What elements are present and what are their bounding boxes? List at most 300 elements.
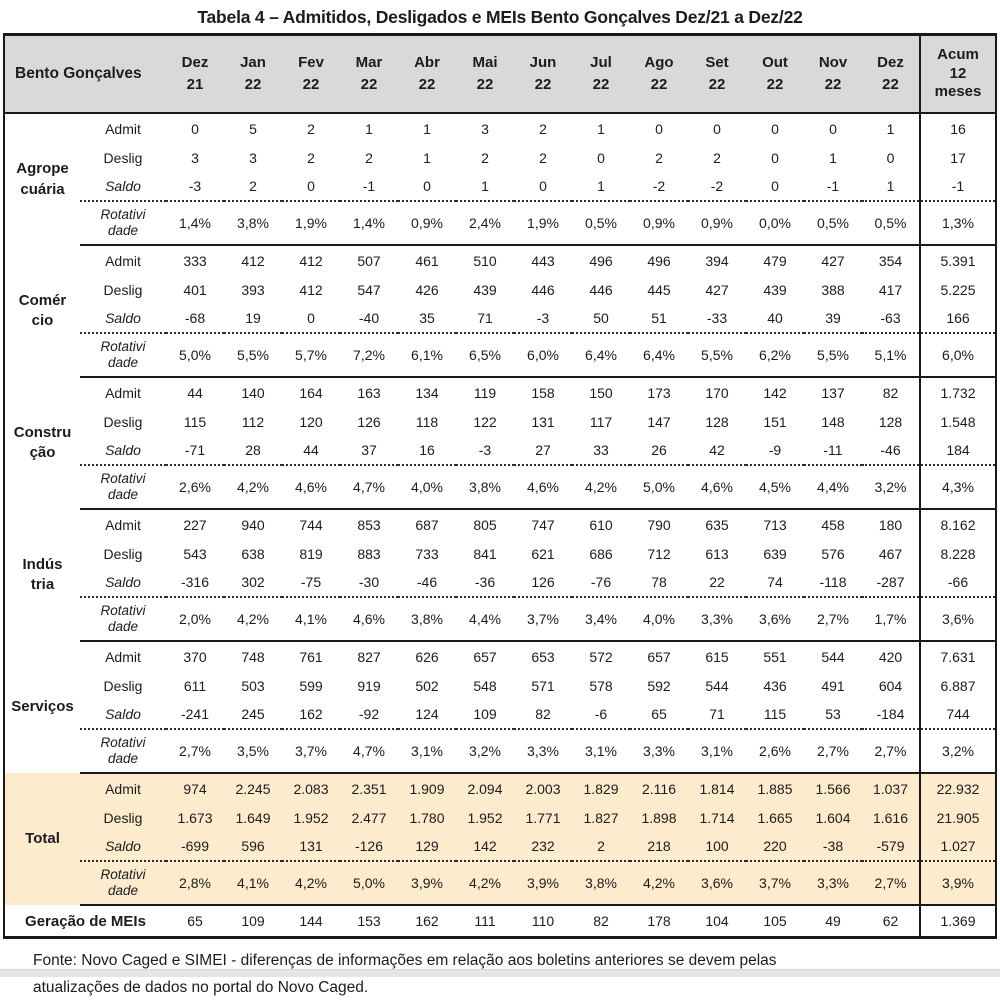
data-cell: 3,3% <box>514 729 572 773</box>
data-cell: -2 <box>688 172 746 201</box>
data-cell: 124 <box>398 700 456 729</box>
month-header: Ago 22 <box>630 35 688 114</box>
data-cell: 118 <box>415 413 439 430</box>
data-cell: 578 <box>589 677 613 694</box>
data-cell: 0 <box>771 149 779 166</box>
row-label: Admit <box>105 516 141 533</box>
data-cell: 4,4% <box>804 465 862 509</box>
data-cell: 615 <box>705 648 729 665</box>
data-cell: 163 <box>357 384 381 401</box>
data-cell: 1 <box>456 172 514 201</box>
data-cell: 853 <box>357 516 381 533</box>
data-cell: 3 <box>191 149 199 166</box>
data-cell: 6,0% <box>514 333 572 377</box>
sector-label: Comér cio <box>18 291 67 329</box>
data-cell: 883 <box>357 545 381 562</box>
data-cell: 393 <box>241 281 265 298</box>
data-cell: 128 <box>878 413 903 430</box>
data-cell: -9 <box>746 436 804 465</box>
data-cell: 4,6% <box>340 597 398 641</box>
data-cell: 0 <box>713 120 721 137</box>
data-cell: 2.245 <box>224 773 282 803</box>
acum-cell: 3,6% <box>920 597 996 641</box>
data-cell: 2 <box>307 149 315 166</box>
data-cell: 245 <box>224 700 282 729</box>
data-cell: 613 <box>705 545 729 562</box>
data-cell: 5,1% <box>862 333 920 377</box>
data-cell: 2 <box>481 149 489 166</box>
data-cell: 626 <box>415 648 439 665</box>
data-cell: 162 <box>415 913 439 929</box>
data-cell: -287 <box>862 568 920 597</box>
data-cell: 974 <box>166 773 224 803</box>
table-row <box>4 113 996 143</box>
data-cell: 35 <box>398 304 456 333</box>
data-cell: 53 <box>804 700 862 729</box>
acum-cell: 8.228 <box>920 539 996 568</box>
data-cell: 1.780 <box>398 803 456 832</box>
data-cell: -71 <box>166 436 224 465</box>
data-cell: 412 <box>241 252 265 269</box>
row-label: Admit <box>105 252 141 269</box>
data-cell: -75 <box>282 568 340 597</box>
data-cell: 439 <box>473 281 497 298</box>
data-cell: 22 <box>688 568 746 597</box>
data-cell: 50 <box>572 304 630 333</box>
data-cell: 4,6% <box>282 465 340 509</box>
data-cell: 131 <box>531 413 555 430</box>
data-cell: 510 <box>473 252 497 269</box>
data-cell: 496 <box>589 252 613 269</box>
data-cell: 4,2% <box>224 597 282 641</box>
data-cell: 153 <box>357 913 381 929</box>
data-cell: 232 <box>514 832 572 861</box>
data-cell: 44 <box>282 436 340 465</box>
acum-cell: 22.932 <box>920 773 996 803</box>
data-cell: 1.829 <box>572 773 630 803</box>
table-row <box>4 641 996 671</box>
table-row <box>4 172 996 201</box>
data-cell: 4,7% <box>340 465 398 509</box>
row-label: Admit <box>105 384 141 401</box>
data-cell: -38 <box>804 832 862 861</box>
data-cell: 142 <box>763 384 787 401</box>
data-cell: -46 <box>862 436 920 465</box>
data-cell: 1 <box>829 149 837 166</box>
data-cell: 5,5% <box>224 333 282 377</box>
table-row <box>4 700 996 729</box>
data-cell: 446 <box>589 281 613 298</box>
data-cell: 180 <box>878 516 903 533</box>
data-cell: 150 <box>589 384 613 401</box>
data-cell: 1.604 <box>804 803 862 832</box>
acum-cell: 1,3% <box>920 201 996 245</box>
data-cell: 6,2% <box>746 333 804 377</box>
month-header: Dez 22 <box>862 35 920 114</box>
data-cell: 576 <box>821 545 845 562</box>
data-cell: 19 <box>224 304 282 333</box>
data-cell: 148 <box>821 413 845 430</box>
data-cell: 2,6% <box>166 465 224 509</box>
month-header: Dez 21 <box>166 35 224 114</box>
meis-row <box>4 905 996 938</box>
data-cell: -63 <box>862 304 920 333</box>
data-cell: 49 <box>825 913 841 929</box>
row-label: Admit <box>105 648 141 665</box>
data-cell: 3,4% <box>572 597 630 641</box>
row-label: Rotativi dade <box>80 465 166 509</box>
data-cell: 592 <box>647 677 671 694</box>
data-cell: 178 <box>647 913 671 929</box>
data-cell: 1 <box>597 120 605 137</box>
data-cell: -1 <box>340 172 398 201</box>
month-header: Jun 22 <box>514 35 572 114</box>
data-cell: 653 <box>531 648 555 665</box>
data-cell: 5,5% <box>688 333 746 377</box>
data-cell: 3,2% <box>456 729 514 773</box>
data-cell: 0 <box>398 172 456 201</box>
page-edge-strip <box>0 969 1000 977</box>
data-cell: 4,2% <box>456 861 514 905</box>
data-cell: -3 <box>166 172 224 201</box>
data-cell: 0,9% <box>630 201 688 245</box>
data-cell: 4,5% <box>746 465 804 509</box>
data-cell: 638 <box>241 545 265 562</box>
data-cell: 841 <box>473 545 497 562</box>
data-cell: 112 <box>241 413 265 430</box>
data-cell: 126 <box>357 413 381 430</box>
data-cell: 6,5% <box>456 333 514 377</box>
data-cell: 109 <box>241 913 265 929</box>
data-cell: 71 <box>688 700 746 729</box>
data-cell: 1.814 <box>688 773 746 803</box>
data-cell: 827 <box>357 648 381 665</box>
data-cell: 78 <box>630 568 688 597</box>
data-cell: 4,0% <box>398 465 456 509</box>
data-cell: 104 <box>705 913 729 929</box>
row-label: Rotativi dade <box>80 201 166 245</box>
data-cell: 40 <box>746 304 804 333</box>
data-cell: 126 <box>514 568 572 597</box>
data-cell: 548 <box>473 677 497 694</box>
acum-cell: 17 <box>920 143 996 172</box>
data-cell: 0,0% <box>746 201 804 245</box>
acum-cell: 6,0% <box>920 333 996 377</box>
data-cell: 82 <box>514 700 572 729</box>
data-cell: 65 <box>630 700 688 729</box>
acum-cell: 3,9% <box>920 861 996 905</box>
table-row <box>4 143 996 172</box>
data-cell: -76 <box>572 568 630 597</box>
data-cell: 420 <box>878 648 903 665</box>
data-cell: 551 <box>763 648 787 665</box>
data-cell: 0 <box>191 120 199 137</box>
row-label: Deslig <box>103 149 143 166</box>
admissions-table <box>3 33 997 939</box>
acum-cell: 1.548 <box>920 407 996 436</box>
data-cell: 26 <box>630 436 688 465</box>
data-cell: 3,7% <box>746 861 804 905</box>
data-cell: -11 <box>804 436 862 465</box>
data-cell: 0 <box>655 120 663 137</box>
data-cell: 2 <box>713 149 721 166</box>
data-cell: 370 <box>183 648 207 665</box>
sector-label: Indús tria <box>22 555 63 593</box>
data-cell: 502 <box>415 677 439 694</box>
data-cell: 333 <box>183 252 207 269</box>
data-cell: 3,2% <box>862 465 920 509</box>
month-header: Fev 22 <box>282 35 340 114</box>
row-label: Saldo <box>80 304 166 333</box>
data-cell: 4,2% <box>282 861 340 905</box>
row-label: Deslig <box>103 677 143 694</box>
row-label: Saldo <box>80 436 166 465</box>
acum-cell: 16 <box>920 113 996 143</box>
month-header: Mai 22 <box>456 35 514 114</box>
data-cell: 446 <box>531 281 555 298</box>
data-cell: 1.714 <box>688 803 746 832</box>
data-cell: 0 <box>746 172 804 201</box>
data-cell: 1.037 <box>862 773 920 803</box>
data-cell: 158 <box>531 384 555 401</box>
data-cell: 119 <box>473 384 497 401</box>
data-cell: 4,2% <box>630 861 688 905</box>
data-cell: 0,5% <box>804 201 862 245</box>
data-cell: 2,6% <box>746 729 804 773</box>
data-cell: 712 <box>647 545 671 562</box>
month-header: Jul 22 <box>572 35 630 114</box>
data-cell: 443 <box>531 252 555 269</box>
source-note-line1: Fonte: Novo Caged e SIMEI - diferenças de informações em relação aos boletins anteriores se devem pelas <box>33 952 777 969</box>
data-cell: 3,9% <box>514 861 572 905</box>
data-cell: 51 <box>630 304 688 333</box>
row-label: Deslig <box>103 413 143 430</box>
data-cell: 713 <box>763 516 787 533</box>
table-row <box>4 407 996 436</box>
data-cell: 82 <box>882 384 899 401</box>
row-label: Saldo <box>80 832 166 861</box>
data-cell: 426 <box>415 281 439 298</box>
data-cell: 3,1% <box>572 729 630 773</box>
data-cell: 2.477 <box>340 803 398 832</box>
row-label: Deslig <box>80 803 166 832</box>
data-cell: 417 <box>878 281 903 298</box>
data-cell: 16 <box>398 436 456 465</box>
data-cell: 621 <box>531 545 555 562</box>
data-cell: 37 <box>340 436 398 465</box>
data-cell: 129 <box>398 832 456 861</box>
data-cell: 5,5% <box>804 333 862 377</box>
data-cell: 170 <box>705 384 729 401</box>
data-cell: 144 <box>299 913 323 929</box>
data-cell: 5 <box>249 120 257 137</box>
data-cell: 1.566 <box>804 773 862 803</box>
data-cell: 4,6% <box>514 465 572 509</box>
data-cell: 3,7% <box>282 729 340 773</box>
data-cell: 1.898 <box>630 803 688 832</box>
data-cell: 2.083 <box>282 773 340 803</box>
data-cell: 354 <box>878 252 903 269</box>
data-cell: 4,4% <box>456 597 514 641</box>
data-cell: -2 <box>630 172 688 201</box>
table-row <box>4 436 996 465</box>
data-cell: 0,5% <box>572 201 630 245</box>
data-cell: 3,8% <box>456 465 514 509</box>
data-cell: 1,9% <box>514 201 572 245</box>
data-cell: 805 <box>473 516 497 533</box>
data-cell: 131 <box>282 832 340 861</box>
data-cell: 2 <box>655 149 663 166</box>
data-cell: 39 <box>804 304 862 333</box>
data-cell: 747 <box>531 516 555 533</box>
data-cell: 1.827 <box>572 803 630 832</box>
row-label: Saldo <box>80 568 166 597</box>
data-cell: -3 <box>514 304 572 333</box>
table-row <box>4 304 996 333</box>
row-label: Deslig <box>103 281 143 298</box>
data-cell: 657 <box>647 648 671 665</box>
table-corner-header: Bento Gonçalves <box>4 35 166 114</box>
data-cell: 599 <box>299 677 323 694</box>
data-cell: 1.909 <box>398 773 456 803</box>
data-cell: 2.094 <box>456 773 514 803</box>
data-cell: 427 <box>821 252 845 269</box>
row-label: Rotativi dade <box>80 597 166 641</box>
month-header: Abr 22 <box>398 35 456 114</box>
data-cell: -118 <box>804 568 862 597</box>
acum-cell: 184 <box>920 436 996 465</box>
data-cell: 503 <box>241 677 265 694</box>
month-header: Jan 22 <box>224 35 282 114</box>
data-cell: 687 <box>415 516 439 533</box>
data-cell: 2.116 <box>630 773 688 803</box>
meis-label: Geração de MEIs <box>25 912 146 930</box>
data-cell: -579 <box>862 832 920 861</box>
row-label: Saldo <box>80 172 166 201</box>
data-cell: 657 <box>473 648 497 665</box>
data-cell: 4,6% <box>688 465 746 509</box>
data-cell: 3,8% <box>224 201 282 245</box>
sector-label: Constru ção <box>13 423 72 461</box>
data-cell: -241 <box>166 700 224 729</box>
sector-label: Total <box>4 773 80 905</box>
data-cell: 2,7% <box>166 729 224 773</box>
acum-cell: 6.887 <box>920 671 996 700</box>
data-cell: 0 <box>282 172 340 201</box>
data-cell: 1.952 <box>282 803 340 832</box>
page-title: Tabela 4 – Admitidos, Desligados e MEIs Bento Gonçalves Dez/21 a Dez/22 <box>197 7 803 27</box>
data-cell: 151 <box>763 413 787 430</box>
data-cell: 0 <box>597 149 605 166</box>
data-cell: 611 <box>183 677 207 694</box>
data-cell: 2,8% <box>166 861 224 905</box>
table-row <box>4 333 996 377</box>
data-cell: 27 <box>514 436 572 465</box>
data-cell: 819 <box>299 545 323 562</box>
data-cell: 1.616 <box>862 803 920 832</box>
header-row <box>4 35 996 114</box>
acum-header: Acum 12 meses <box>920 35 996 114</box>
data-cell: 218 <box>630 832 688 861</box>
row-label: Admit <box>80 773 166 803</box>
row-label: Rotativi dade <box>80 729 166 773</box>
acum-cell: -66 <box>920 568 996 597</box>
data-cell: -36 <box>456 568 514 597</box>
data-cell: 6,4% <box>630 333 688 377</box>
data-cell: 3,7% <box>514 597 572 641</box>
data-cell: -1 <box>804 172 862 201</box>
acum-cell: 5.391 <box>920 245 996 275</box>
data-cell: 547 <box>357 281 381 298</box>
data-cell: 122 <box>473 413 497 430</box>
data-cell: 33 <box>572 436 630 465</box>
data-cell: 439 <box>763 281 787 298</box>
data-cell: 610 <box>589 516 613 533</box>
data-cell: 2,7% <box>804 597 862 641</box>
table-row <box>4 832 996 861</box>
data-cell: 461 <box>415 252 439 269</box>
month-header: Set 22 <box>688 35 746 114</box>
data-cell: 761 <box>299 648 323 665</box>
data-cell: 120 <box>299 413 323 430</box>
data-cell: 2,7% <box>862 729 920 773</box>
data-cell: 3 <box>249 149 257 166</box>
row-label: Rotativi dade <box>80 861 166 905</box>
data-cell: 111 <box>474 913 496 929</box>
acum-cell: 1.369 <box>920 905 996 938</box>
data-cell: 790 <box>647 516 671 533</box>
data-cell: 3,3% <box>804 861 862 905</box>
data-cell: 1,7% <box>862 597 920 641</box>
data-cell: 137 <box>821 384 845 401</box>
table-row <box>4 245 996 275</box>
data-cell: 147 <box>647 413 671 430</box>
table-row <box>4 729 996 773</box>
data-cell: -46 <box>398 568 456 597</box>
data-cell: 543 <box>183 545 207 562</box>
data-cell: 74 <box>746 568 804 597</box>
acum-cell: 3,2% <box>920 729 996 773</box>
data-cell: -6 <box>572 700 630 729</box>
row-label: Admit <box>105 120 141 137</box>
acum-cell: 21.905 <box>920 803 996 832</box>
data-cell: 71 <box>456 304 514 333</box>
data-cell: 4,1% <box>224 861 282 905</box>
month-header: Out 22 <box>746 35 804 114</box>
table-row <box>4 803 996 832</box>
month-header: Nov 22 <box>804 35 862 114</box>
table-row <box>4 568 996 597</box>
data-cell: 635 <box>705 516 729 533</box>
data-cell: 596 <box>224 832 282 861</box>
data-cell: 6,1% <box>398 333 456 377</box>
data-cell: 4,2% <box>572 465 630 509</box>
data-cell: -699 <box>166 832 224 861</box>
data-cell: 0,9% <box>688 201 746 245</box>
data-cell: 1.885 <box>746 773 804 803</box>
data-cell: 82 <box>593 913 609 929</box>
data-cell: 134 <box>415 384 439 401</box>
data-cell: 109 <box>456 700 514 729</box>
table-row <box>4 597 996 641</box>
data-cell: 3,3% <box>688 597 746 641</box>
data-cell: 2.351 <box>340 773 398 803</box>
data-cell: 4,2% <box>224 465 282 509</box>
data-cell: 748 <box>241 648 265 665</box>
data-cell: 0,9% <box>398 201 456 245</box>
data-cell: 1 <box>423 120 431 137</box>
month-header: Mar 22 <box>340 35 398 114</box>
